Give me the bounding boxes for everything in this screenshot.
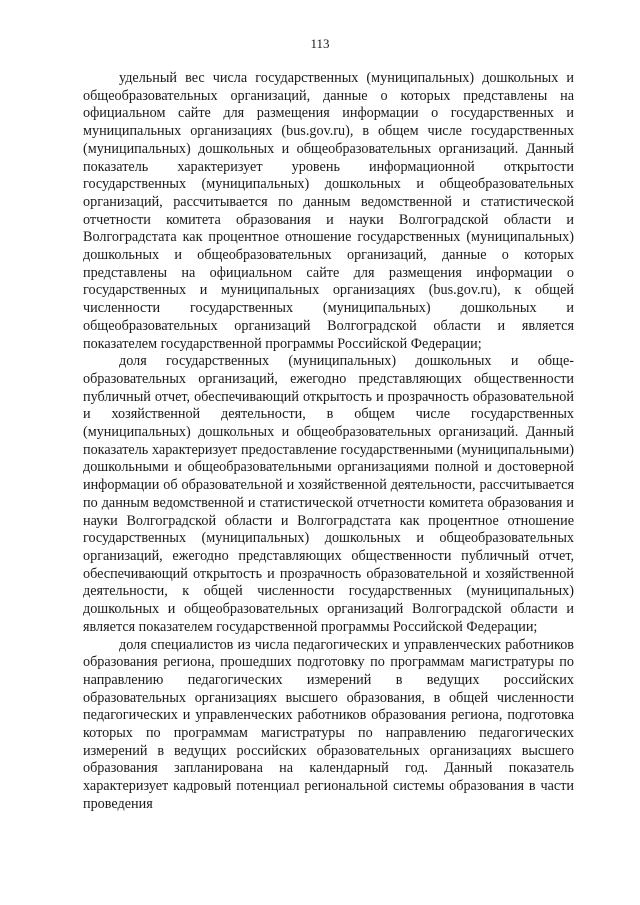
- page-number: 113: [310, 36, 330, 51]
- document-body: [83, 70, 574, 814]
- paragraph-share-specialists: доля специалистов из числа педагогических и управленческих работников образования региона, прошедших подготовку по программам магистратуры по направлению педагогических измерений в ведущих российских образовательных организациях высшего образования, в общей численности педагогических и управленческих работников образования региона, подготовка которых по программам магистратуры по направлению педагогических измерений в ведущих российских образовательных организациях высшего образования запланирована на календарный год. Данный показатель характеризует кадровый потенциал региональной системы образования в части проведения: [83, 636, 574, 812]
- paragraph-share-bus-gov: удельный вес числа государственных (муниципальных) дошкольных и общеобразовательных организаций, данные о которых представлены на официальном сайте для размещения информации о государственных и муниципальных организациях (bus.gov.ru), в общем числе государственных (муниципальных) дошкольных и общеобразовательных организаций. Данный показатель характеризует уровень информационной открытости государственных (муниципальных) дошкольных и общеобразовательных организаций, рассчитывается по данным ведомственной и статистической отчетности комитета образования и науки Волгоградской области и Волгоградстата как процентное отношение государственных (муниципальных) дошкольных и общеобразовательных организаций, данные о которых представлены на официальном сайте для размещения информации о государственных и муниципальных организациях (bus.gov.ru), к общей численности государственных (муниципальных) дошкольных и общеобразовательных организаций Волгоградской области и является показателем государственной программы Российской Федерации;: [83, 70, 574, 352]
- paragraph-share-public-report: доля государственных (муниципальных) дошкольных и общеобразовательных организаций, ежегодно представляющих общественности публичный отчет, обеспечивающий открытость и прозрачность образовательной и хозяйственной деятельности, в общем числе государственных (муниципальных) дошкольных и общеобразовательных организаций. Данный показатель характеризует предоставление государственными (муниципальными) дошкольными и общеобразовательными организациями полной и достоверной информации об образовательной и хозяйственной деятельности, рассчитывается по данным ведомственной и статистической отчетности комитета образования и науки Волгоградской области и Волгоградстата как процентное отношение государственных (муниципальных) дошкольных и общеобразовательных организаций, ежегодно представляющих общественности публичный отчет, обеспечивающий открытость и прозрачность образовательной и хозяйственной деятельности, к общей численности государственных (муниципальных) дошкольных и общеобразовательных организаций Волгоградской области и является показателем государственной программы Российской Федерации;: [83, 353, 574, 635]
